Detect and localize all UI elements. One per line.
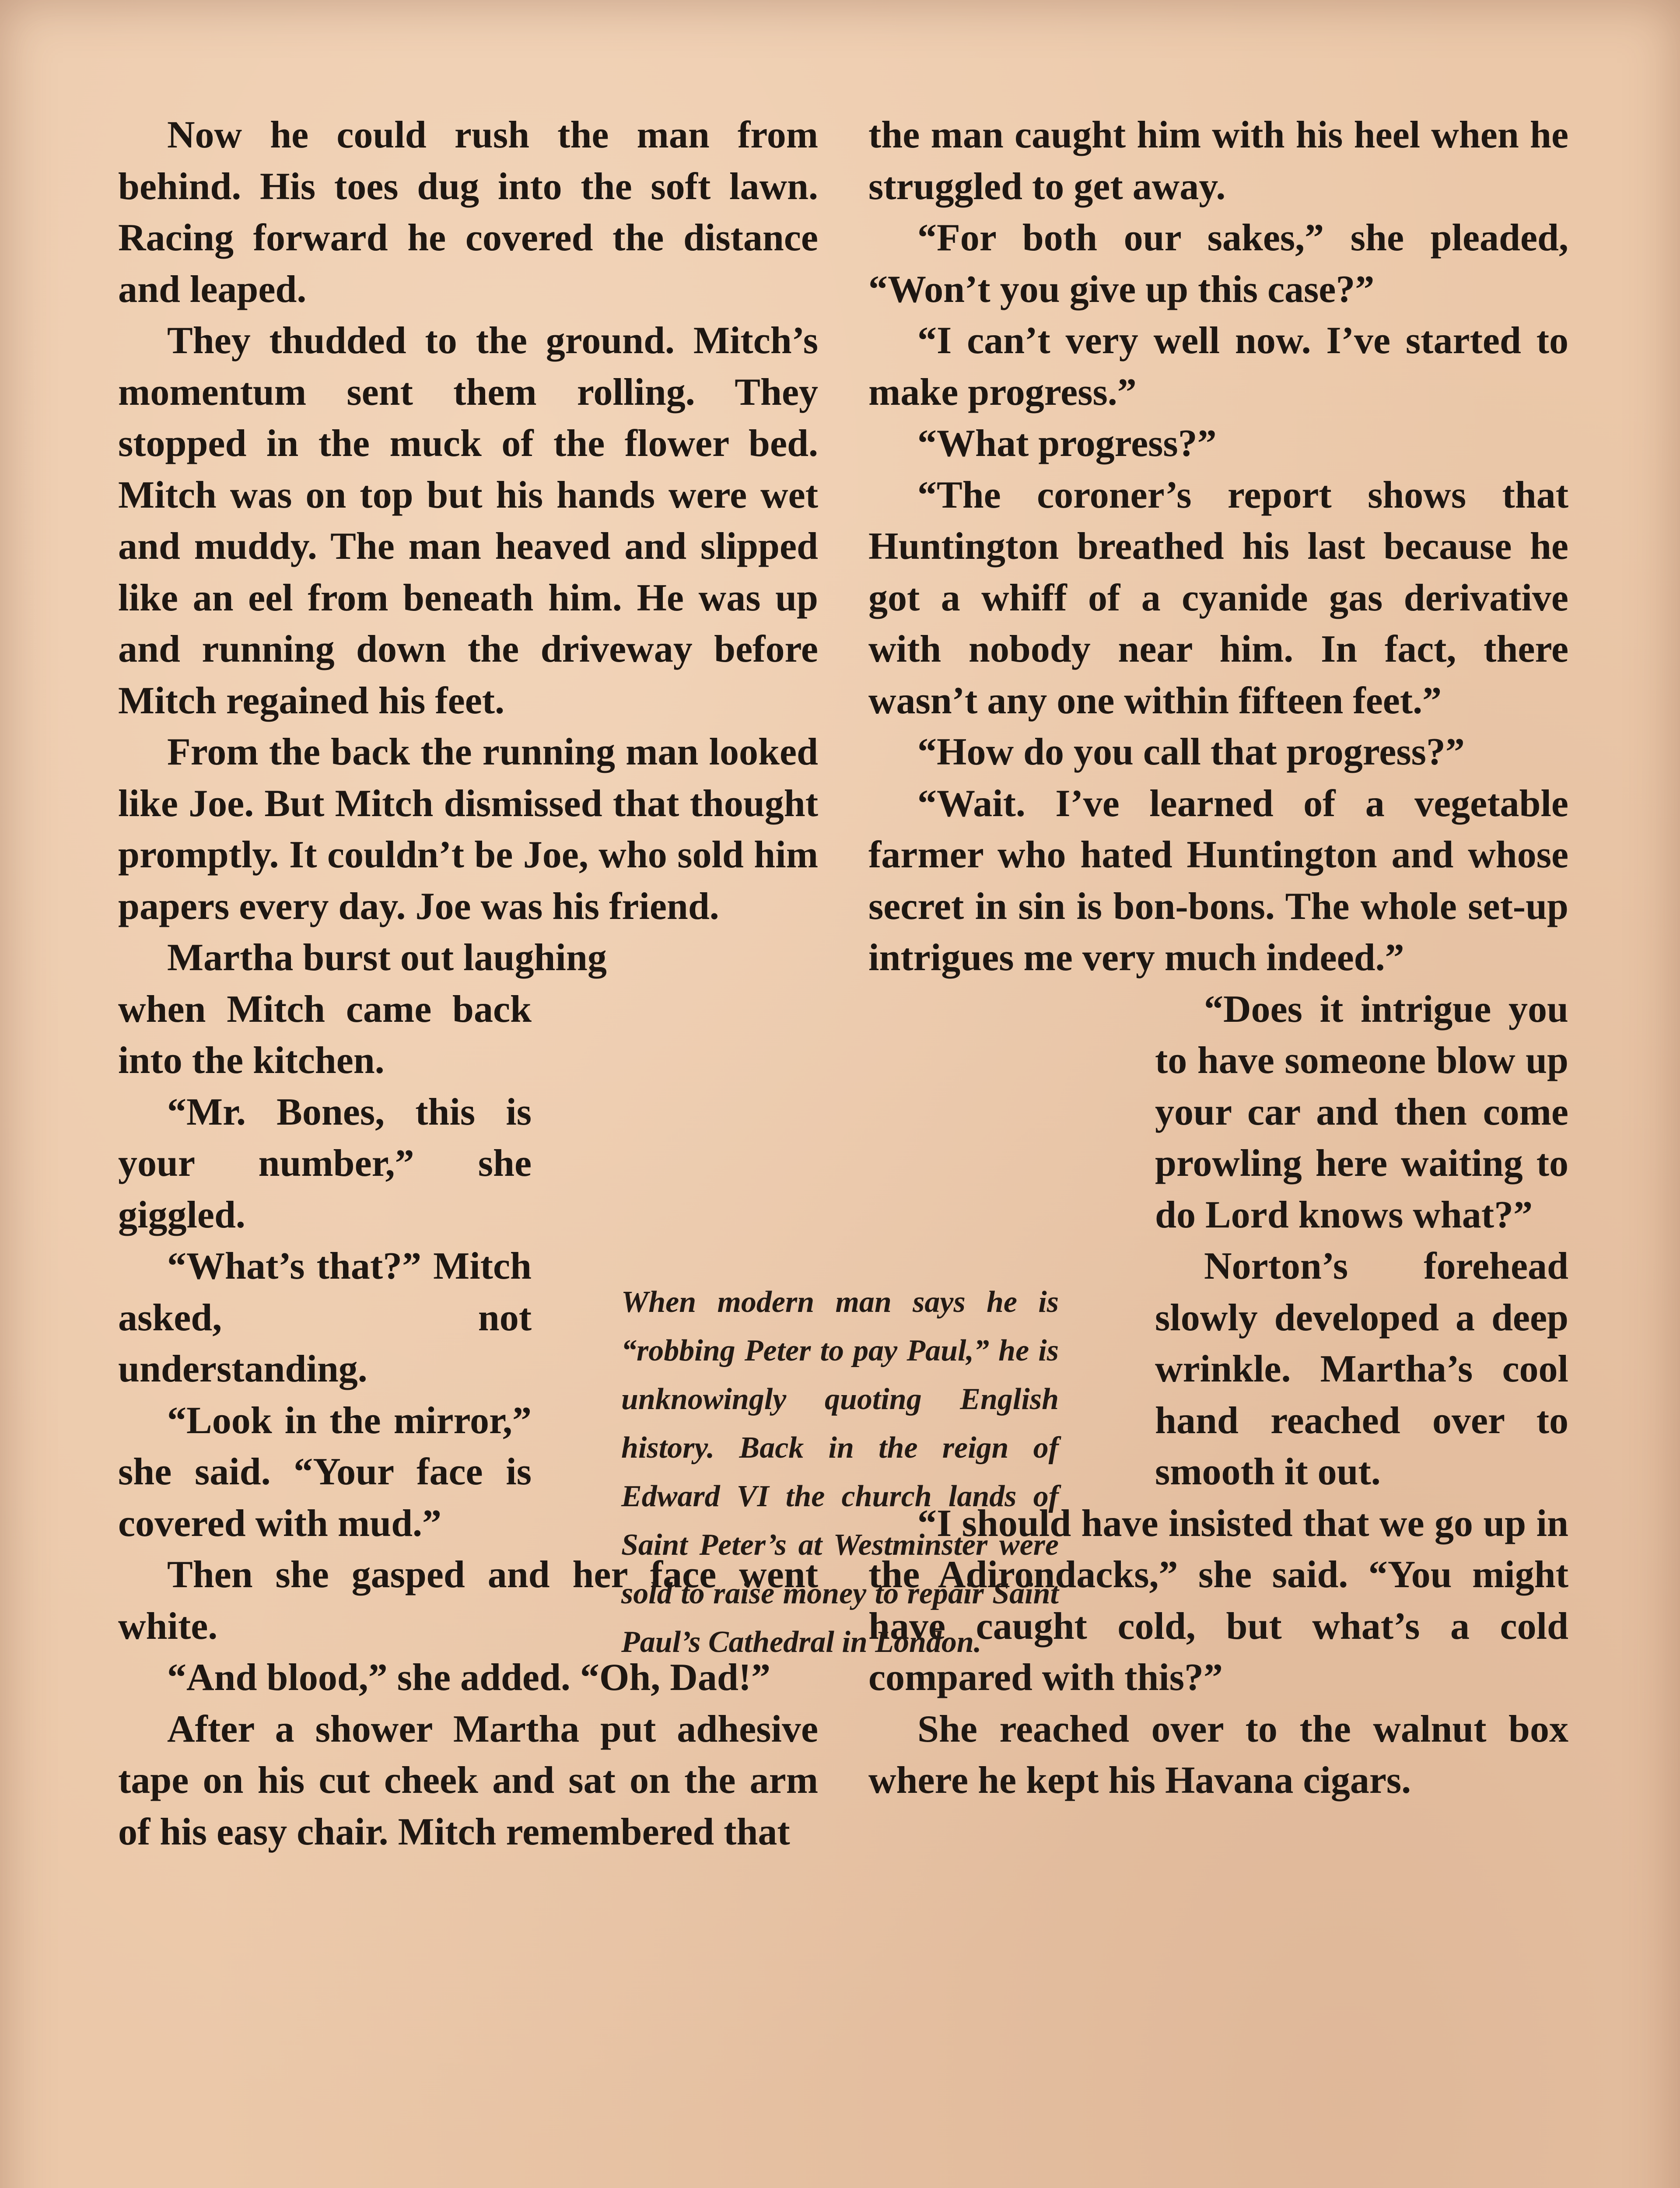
paragraph: “For both our sakes,” she pleaded, “Won’t you give up this case?” bbox=[868, 217, 1568, 311]
paragraph: “What progress?” bbox=[917, 422, 1217, 465]
left-inset-block bbox=[118, 984, 532, 1550]
paragraph: She reached over to the walnut box where he kept his Havana cigars. bbox=[868, 1708, 1568, 1802]
paragraph: “I can’t very well now. I’ve started to make progress.” bbox=[868, 319, 1568, 414]
paragraph: “The coroner’s report shows that Huntington breathed his last because he got a whiff of a cyanide gas derivative with nobody near him. In fact, there wasn’t any one within fifteen feet.” bbox=[868, 473, 1568, 722]
paragraph: “Mr. Bones, this is your number,” she giggled. bbox=[118, 1090, 532, 1236]
paragraph: Martha burst out laughing bbox=[167, 936, 607, 979]
paragraph: Norton’s forehead slowly developed a deep wrinkle. Martha’s cool hand reached over to smooth it out. bbox=[1155, 1245, 1568, 1493]
paragraph: After a shower Martha put adhesive tape on his cut cheek and sat on the arm of his easy chair. Mitch remembered that bbox=[118, 1708, 818, 1853]
paragraph: From the back the running man looked like Joe. But Mitch dismissed that thought promptly. It couldn’t be Joe, who sold him papers every day. Joe was his friend. bbox=[118, 731, 818, 928]
paragraph: “Does it intrigue you to have someone blow up your car and then come prowling here waiting to do Lord knows what?” bbox=[1155, 988, 1568, 1236]
paragraph: “How do you call that progress?” bbox=[917, 731, 1465, 773]
paragraph: “Look in the mirror,” she said. “Your face is covered with mud.” bbox=[118, 1399, 532, 1545]
paragraph: “What’s that?” Mitch asked, not understanding. bbox=[118, 1245, 532, 1390]
paragraph: the man caught him with his heel when he struggled to get away. bbox=[868, 114, 1568, 208]
paragraph: Then she gasped and her face went white. bbox=[118, 1553, 818, 1648]
right-inset-block bbox=[1155, 984, 1568, 1498]
paragraph: “And blood,” she added. “Oh, Dad!” bbox=[167, 1656, 771, 1699]
paragraph: They thudded to the ground. Mitch’s momentum sent them rolling. They stopped in the muck of the flower bed. Mitch was on top but his hands were wet and muddy. The man heaved and slipped like an eel from beneath him. He was up and running down the driveway before Mitch regained his feet. bbox=[118, 319, 818, 722]
history-sidebar: When modern man says he is “robbing Peter to pay Paul,” he is unknowingly quoting English history. Back in the reign of Edward VI the church lands of Saint Peter’s at Westminster were sold to raise money to repair Saint Paul’s Cathedral in London. bbox=[621, 1285, 1059, 1659]
paragraph: “Wait. I’ve learned of a vegetable farmer who hated Huntington and whose secret in sin is bon-bons. The whole set-up intrigues me very much indeed.” bbox=[868, 782, 1568, 979]
paragraph: Now he could rush the man from behind. His toes dug into the soft lawn. Racing forward he covered the distance and leaped. bbox=[118, 114, 818, 311]
paragraph: when Mitch came back into the kitchen. bbox=[118, 988, 532, 1082]
paragraph: “I should have insisted that we go up in the Adirondacks,” she said. “You might have caught cold, but what’s a cold compared with this?” bbox=[868, 1502, 1568, 1699]
